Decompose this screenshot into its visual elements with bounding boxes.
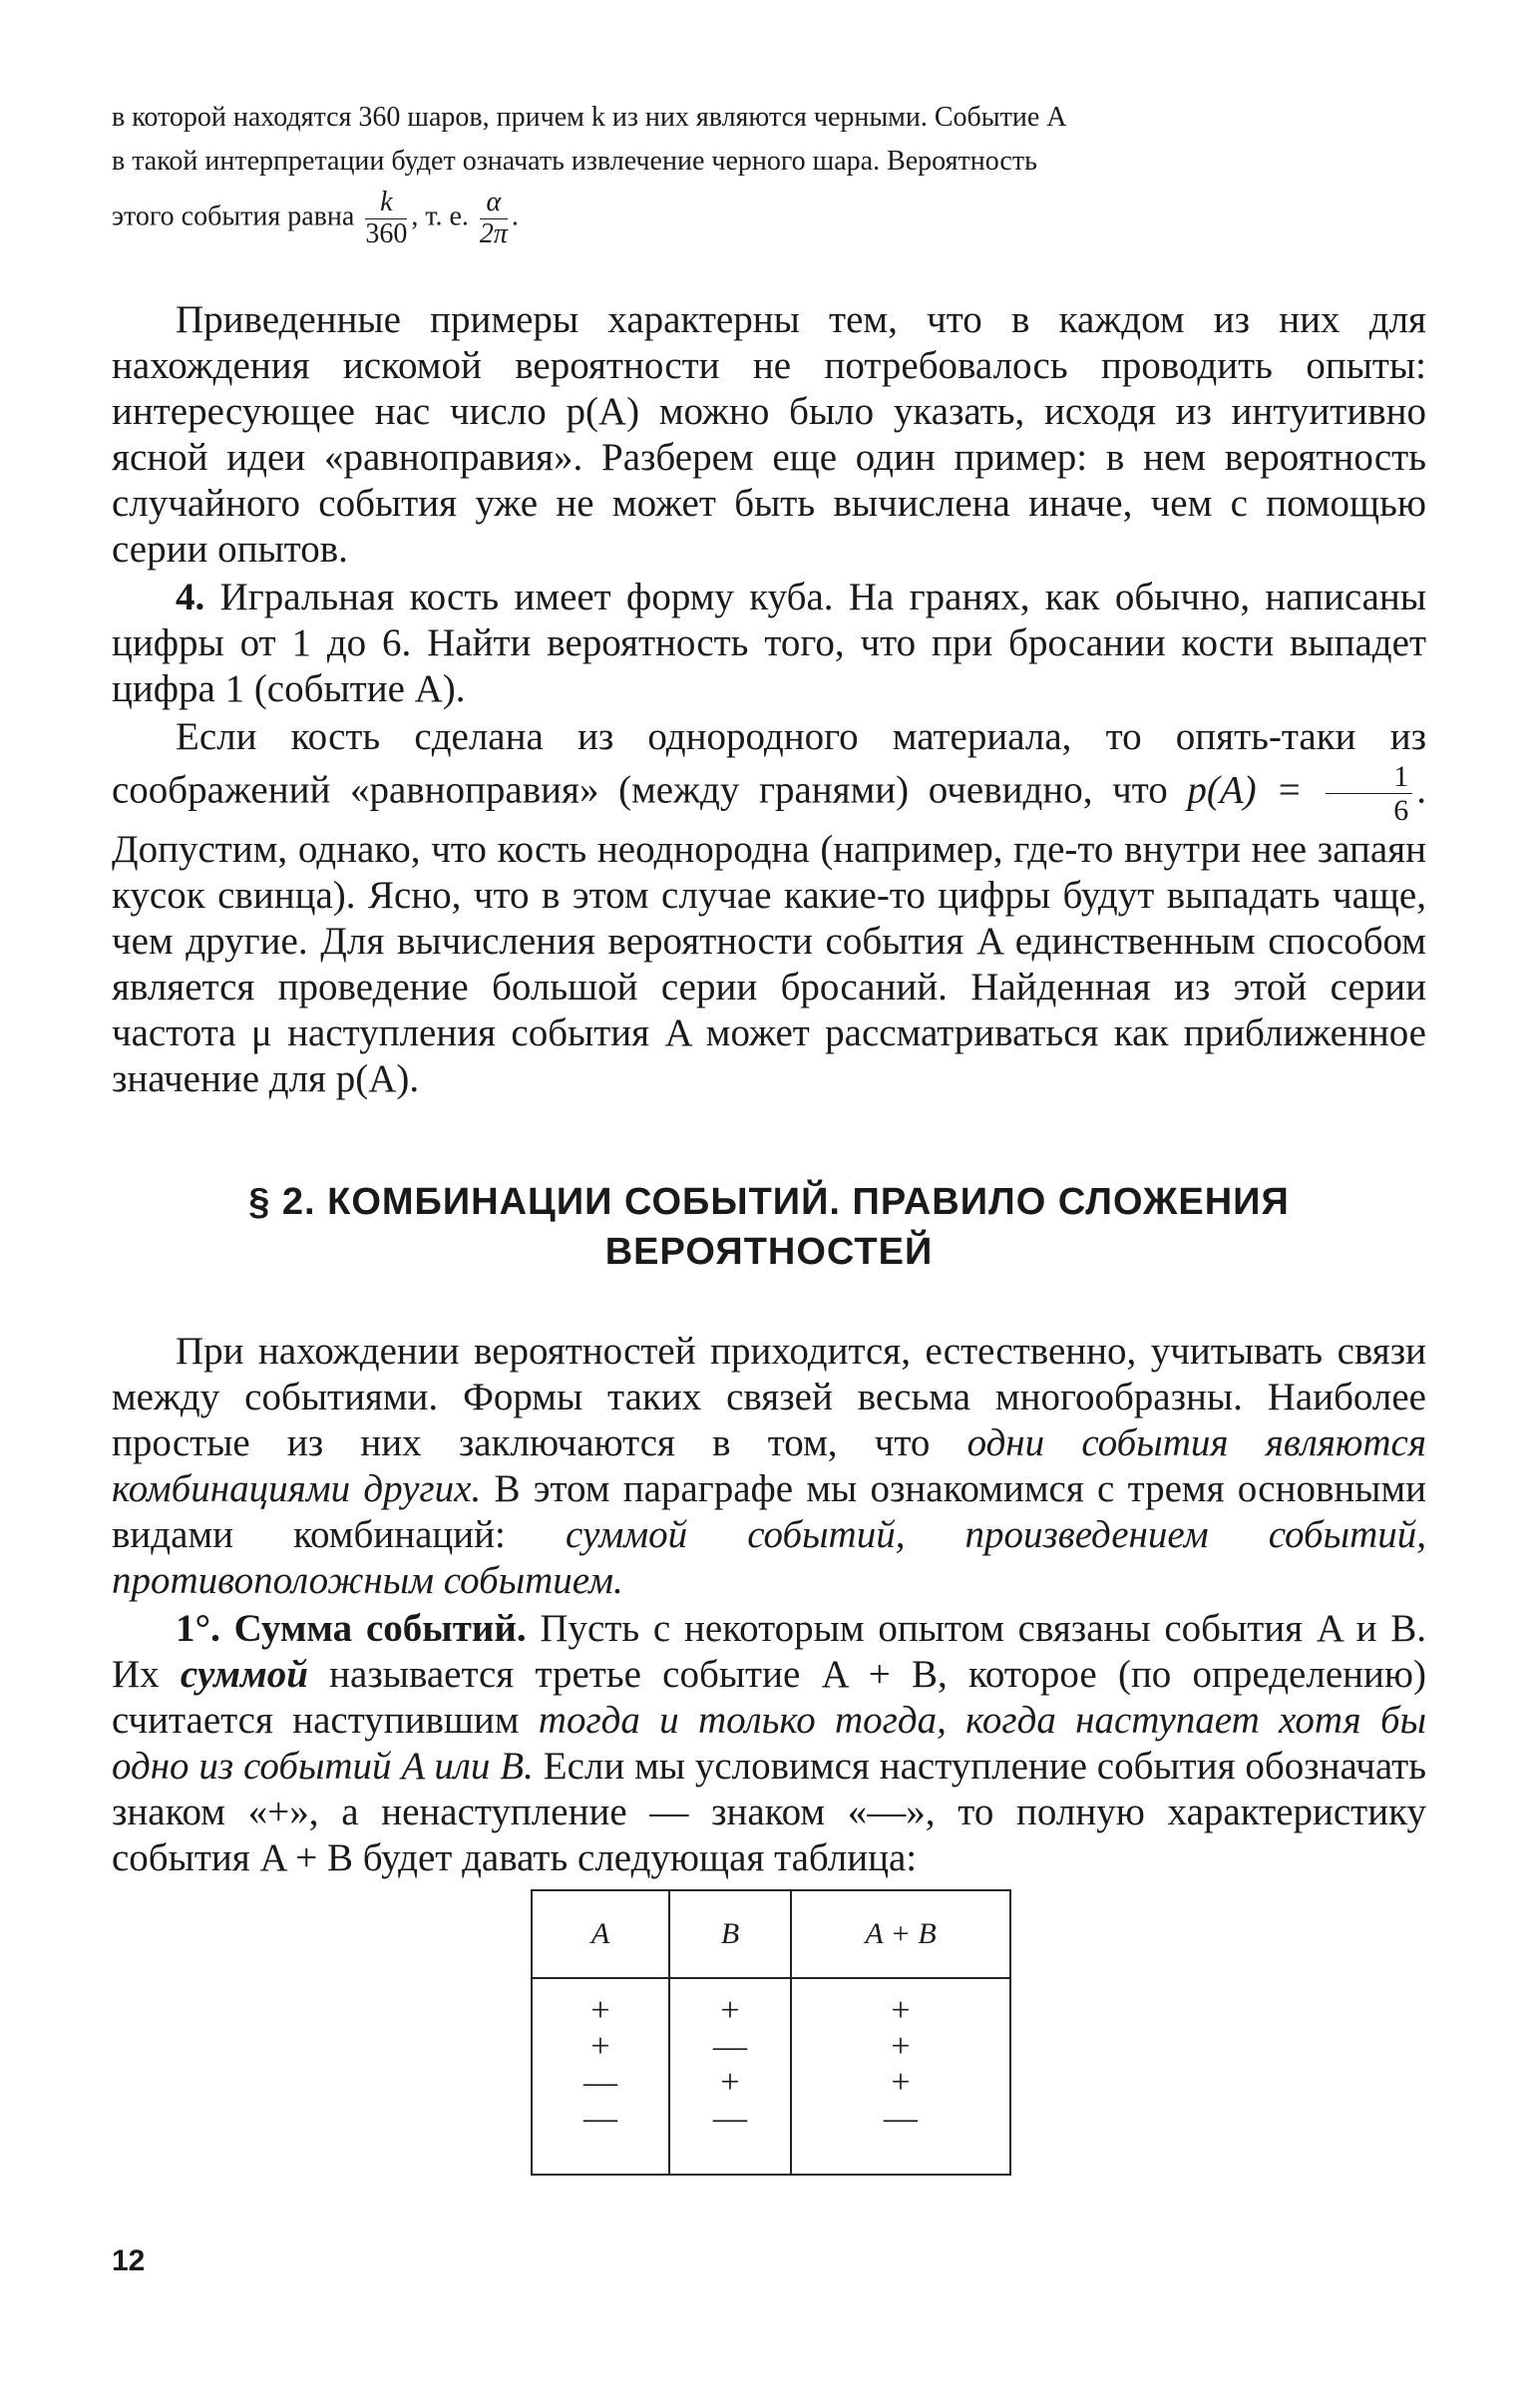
top-line-2: в такой интерпретации будет означать извлечение черного шара. Вероятность: [112, 146, 1037, 177]
formula-lhs: p(A) =: [1187, 768, 1303, 812]
example-text: Игральная кость имеет форму куба. На гранях, как обычно, написаны цифры от 1 до 6. Найти вероятность того, что при бросании кости выпадет цифра 1 (событие A).: [112, 576, 1427, 710]
paragraph-part-c: называется третье событие A + B, которое (по определению) считается наступившим: [112, 1653, 1427, 1742]
cell-value: +: [720, 1992, 740, 2029]
paragraph-rest: . Допустим, однако, что кость неоднородна (например, где-то внутри нее запаян кусок свинца). Ясно, что в этом случае какие-то цифры будут выпадать чаще, чем другие. Для вычисления вероятности события A единственным способом является проведение большой серии бросаний. Найденная из этой серии частота μ наступления события A может рассматриваться как приближенное значение для p(A).: [112, 768, 1427, 1100]
fraction-one-sixth: [1326, 760, 1412, 827]
fraction-denominator: 360: [365, 217, 408, 249]
paragraph-combinations: [112, 1329, 1426, 1604]
cell-value: +: [590, 1992, 610, 2029]
table-row: [532, 1978, 1010, 2175]
cell-value: +: [891, 2028, 911, 2065]
cell-value: —: [713, 2028, 747, 2065]
paragraph-die: [112, 714, 1426, 1102]
top-line-3-prefix: этого события равна: [112, 201, 355, 232]
fraction-denominator: 2π: [479, 217, 508, 249]
item-number: 1°.: [176, 1607, 220, 1650]
table-cell-sum: [791, 1978, 1010, 2175]
fraction-numerator: α: [480, 188, 508, 219]
cell-value: —: [884, 2100, 918, 2137]
cell-value: +: [891, 2064, 911, 2101]
top-line-3: этого события равна $\frac{k}{360}$ , т. е. $\frac{\alpha}{2\pi}$ .: [112, 187, 519, 249]
paragraph-text: [112, 714, 1426, 1102]
paragraph-text: Приведенные примеры характерны тем, что в каждом из них для нахождения искомой вероятности не потребовалось проводить опыты: интересующее нас число p(A) можно было указать, исходя из интуитивно ясной идеи «равноправия». Разберем еще один пример: в нем вероятность случайного события уже не может быть вычислена иначе, чем с помощью серии опытов.: [112, 298, 1426, 571]
paragraph-part-d: суммой событий, произведением событий, противоположным событием.: [112, 1513, 1426, 1602]
fraction-numerator: k: [365, 188, 407, 219]
section-heading: [112, 1177, 1426, 1277]
fraction-alpha-2pi: [480, 188, 508, 250]
item-title: Сумма событий.: [233, 1607, 527, 1650]
sum-truth-table: [531, 1889, 1011, 2176]
example-number: 4.: [176, 576, 205, 618]
table-header-row: [532, 1890, 1010, 1978]
paragraph-part-a: При нахождении вероятностей приходится, естественно, учитывать связи между событиями. Формы таких связей весьма многообразны. Наиболее простые из них заключаются в том, что: [112, 1330, 1426, 1464]
paragraph-text: [112, 1329, 1426, 1604]
fraction-numerator: 1: [1326, 760, 1412, 794]
cell-value: +: [590, 2028, 610, 2065]
top-continuation: [112, 96, 1426, 250]
paragraph-part-d: тогда и только тогда, когда наступает хотя бы одно из событий A или B.: [112, 1699, 1426, 1788]
fraction-k-360: [365, 188, 407, 250]
cell-value: +: [891, 1992, 911, 2029]
paragraph-part-c: В этом параграфе мы ознакомимся с тремя основными видами комбинаций:: [112, 1467, 1426, 1556]
fraction-denominator: 6: [1393, 794, 1409, 827]
term-sum: суммой: [180, 1653, 308, 1696]
top-line-1: в которой находятся 360 шаров, причем k из них являются черными. Событие A: [112, 102, 1067, 133]
paragraph-start: Если кость сделана из однородного материала, то опять-таки из соображений «равноправия» (между гранями) очевидно, что: [112, 715, 1426, 812]
paragraph-text: [112, 575, 1426, 712]
paragraph-examples: [112, 297, 1426, 573]
table-cell-b: [669, 1978, 791, 2175]
cell-value: —: [713, 2100, 747, 2137]
paragraph-part-a: Пусть с некоторым опытом связаны события A и B. Их: [112, 1607, 1427, 1696]
paragraph-part-b: одни события являются комбинациями других.: [112, 1421, 1426, 1510]
paragraph-text: [112, 1606, 1426, 1881]
table-cell-a: [532, 1978, 669, 2175]
cell-value: —: [583, 2064, 617, 2101]
paragraph-part-e: Если мы условимся наступление события обозначать знаком «+», а ненаступление — знаком «—», то полную характеристику события A + B будет давать следующая таблица:: [112, 1745, 1426, 1879]
cell-value: —: [583, 2100, 617, 2137]
table-header-b: B: [669, 1890, 791, 1978]
table-header-a: A: [532, 1890, 669, 1978]
paragraph-example-4: [112, 575, 1426, 712]
section-heading-line-1: § 2. КОМБИНАЦИИ СОБЫТИЙ. ПРАВИЛО СЛОЖЕНИЯ: [248, 1181, 1290, 1223]
page-number: 12: [112, 2244, 146, 2277]
cell-value: +: [720, 2064, 740, 2101]
table-header-sum: A + B: [791, 1890, 1010, 1978]
section-heading-line-2: ВЕРОЯТНОСТЕЙ: [604, 1231, 934, 1273]
top-line-3-mid: , т. е.: [411, 201, 469, 232]
paragraph-sum-of-events: [112, 1606, 1426, 1881]
